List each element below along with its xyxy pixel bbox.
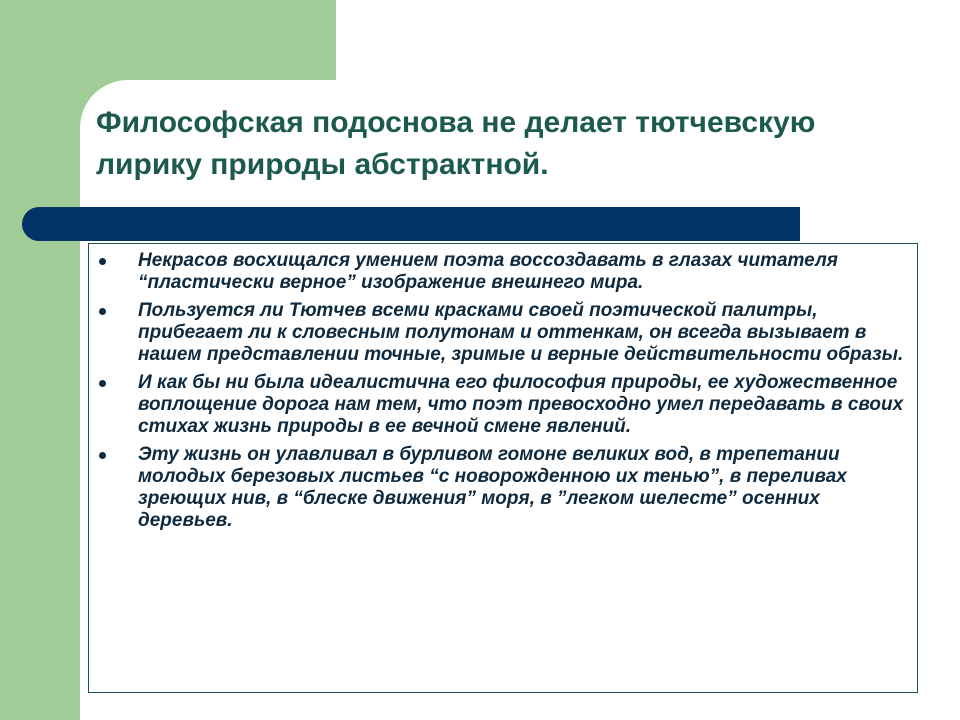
bullet-text: Пользуется ли Тютчев всеми красками своей поэтической палитры, прибегает ли к словесным полутонам и оттенкам, он всегда вызывает в нашем представлении точные, зримые и верные действительности образы. xyxy=(138,300,904,365)
bullet-dot-icon xyxy=(99,452,106,459)
bullet-dot-icon xyxy=(99,308,106,315)
accent-bar xyxy=(22,207,800,241)
bullet-item xyxy=(89,444,919,532)
bullet-dot-icon xyxy=(99,380,106,387)
bullet-item xyxy=(89,372,919,438)
slide-title: Философская подоснова не делает тютчевскую лирику природы абстрактной. xyxy=(96,106,816,181)
bullet-text: Некрасов восхищался умением поэта воссоздавать в глазах читателя “пластически верное” изображение внешнего мира. xyxy=(138,250,838,293)
bullet-item xyxy=(89,300,919,366)
bullet-text: И как бы ни была идеалистична его философия природы, ее художественное воплощение дорога нам тем, что поэт превосходно умел передавать в своих стихах жизнь природы в ее вечной смене явлений. xyxy=(138,372,904,437)
bullet-item xyxy=(89,250,919,294)
bullet-dot-icon xyxy=(99,258,106,265)
bullet-text: Эту жизнь он улавливал в бурливом гомоне великих вод, в трепетании молодых березовых листьев “с новорожденною их тенью”, в переливах зреющих нив, в “блеске движения” моря, в ”легком шелесте” осенних деревьев. xyxy=(138,444,847,531)
bullet-list xyxy=(89,250,919,538)
content-box xyxy=(88,243,918,693)
